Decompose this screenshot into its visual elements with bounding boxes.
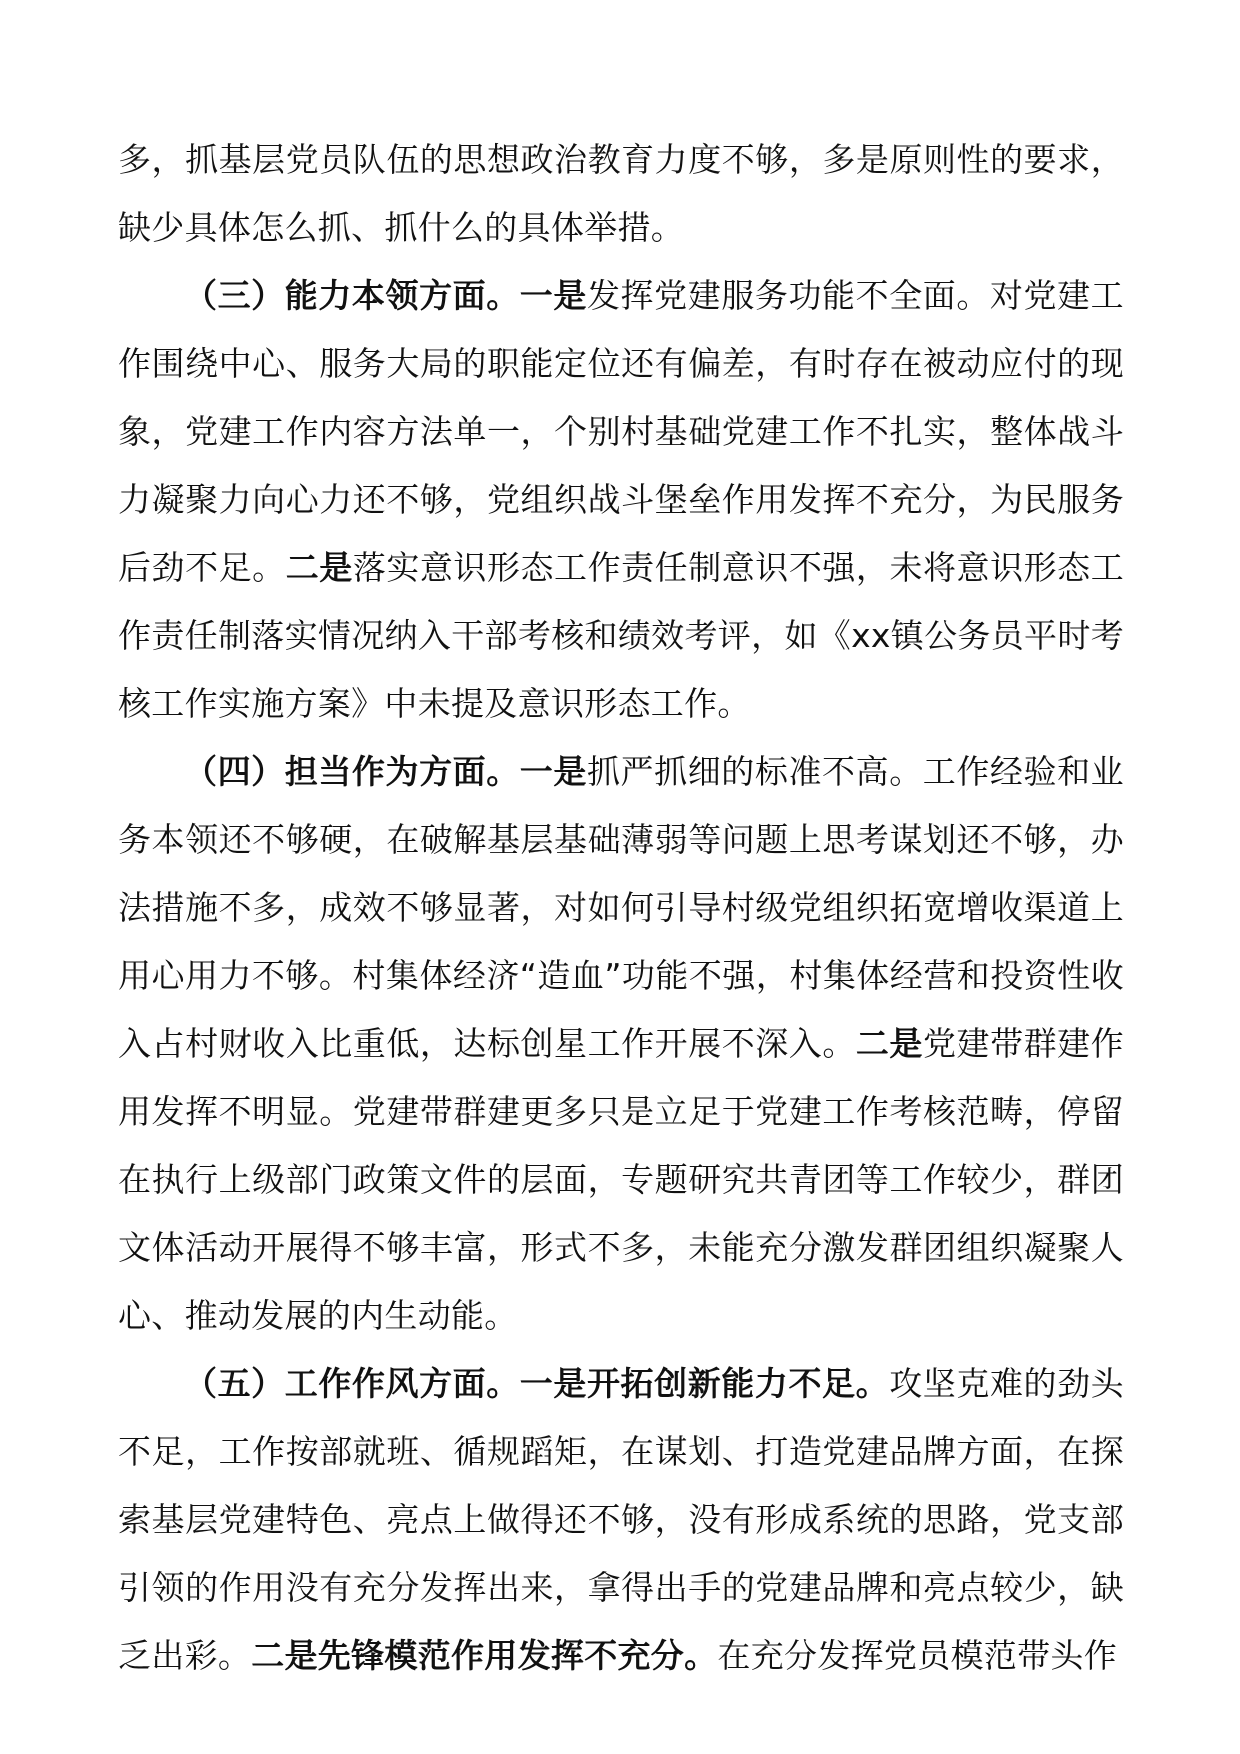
section-heading: （四）担当作为方面。一是: [184, 752, 587, 791]
point-label: 二是先锋模范作用发挥不充分。: [251, 1636, 718, 1675]
body-text: 抓严抓细的标准不高。工作经验和业务本领还不够硬，在破解基层基础薄弱等问题上思考谋划还不够，办法措施不多，成效不够显著，对如何引导村级党组织拓宽增收渠道上用心用力不够。村集体经济“造血”功能不强，村集体经营和投资性收入占村财收入比重低，达标创星工作开展不深入。: [118, 752, 1124, 1063]
body-text: 发挥党建服务功能不全面。对党建工作围绕中心、服务大局的职能定位还有偏差，有时存在被动应付的现象，党建工作内容方法单一，个别村基础党建工作不扎实，整体战斗力凝聚力向心力还不够，党组织战斗堡垒作用发挥不充分，为民服务后劲不足。: [118, 276, 1124, 587]
body-text: 党建带群建作用发挥不明显。党建带群建更多只是立足于党建工作考核范畴，停留在执行上级部门政策文件的层面，专题研究共青团等工作较少，群团文体活动开展得不够丰富，形式不多，未能充分激发群团组织凝聚人心、推动发展的内生动能。: [118, 1024, 1124, 1335]
document-page: [118, 126, 1124, 1690]
body-text: 落实意识形态工作责任制意识不强，未将意识形态工作责任制落实情况纳入干部考核和绩效考评，如《xx镇公务员平时考核工作实施方案》中未提及意识形态工作。: [118, 548, 1125, 723]
paragraph-ability-section: [118, 262, 1124, 738]
paragraph-responsibility-section: [118, 738, 1124, 1350]
body-text: 多，抓基层党员队伍的思想政治教育力度不够，多是原则性的要求，缺少具体怎么抓、抓什么的具体举措。: [118, 140, 1124, 247]
body-text: 在充分发挥党员模范带头作: [717, 1636, 1118, 1675]
body-text: 攻坚克难的劲头不足，工作按部就班、循规蹈矩，在谋划、打造党建品牌方面，在探索基层党建特色、亮点上做得还不够，没有形成系统的思路，党支部引领的作用没有充分发挥出来，拿得出手的党建品牌和亮点较少，缺乏出彩。: [118, 1364, 1124, 1675]
point-label: 二是: [285, 548, 353, 587]
paragraph-continuation: [118, 126, 1124, 262]
section-heading: （三）能力本领方面。一是: [184, 276, 587, 315]
point-label: 二是: [855, 1024, 923, 1063]
section-heading: （五）工作作风方面。一是开拓创新能力不足。: [184, 1364, 890, 1403]
paragraph-work-style-section: [118, 1350, 1124, 1690]
